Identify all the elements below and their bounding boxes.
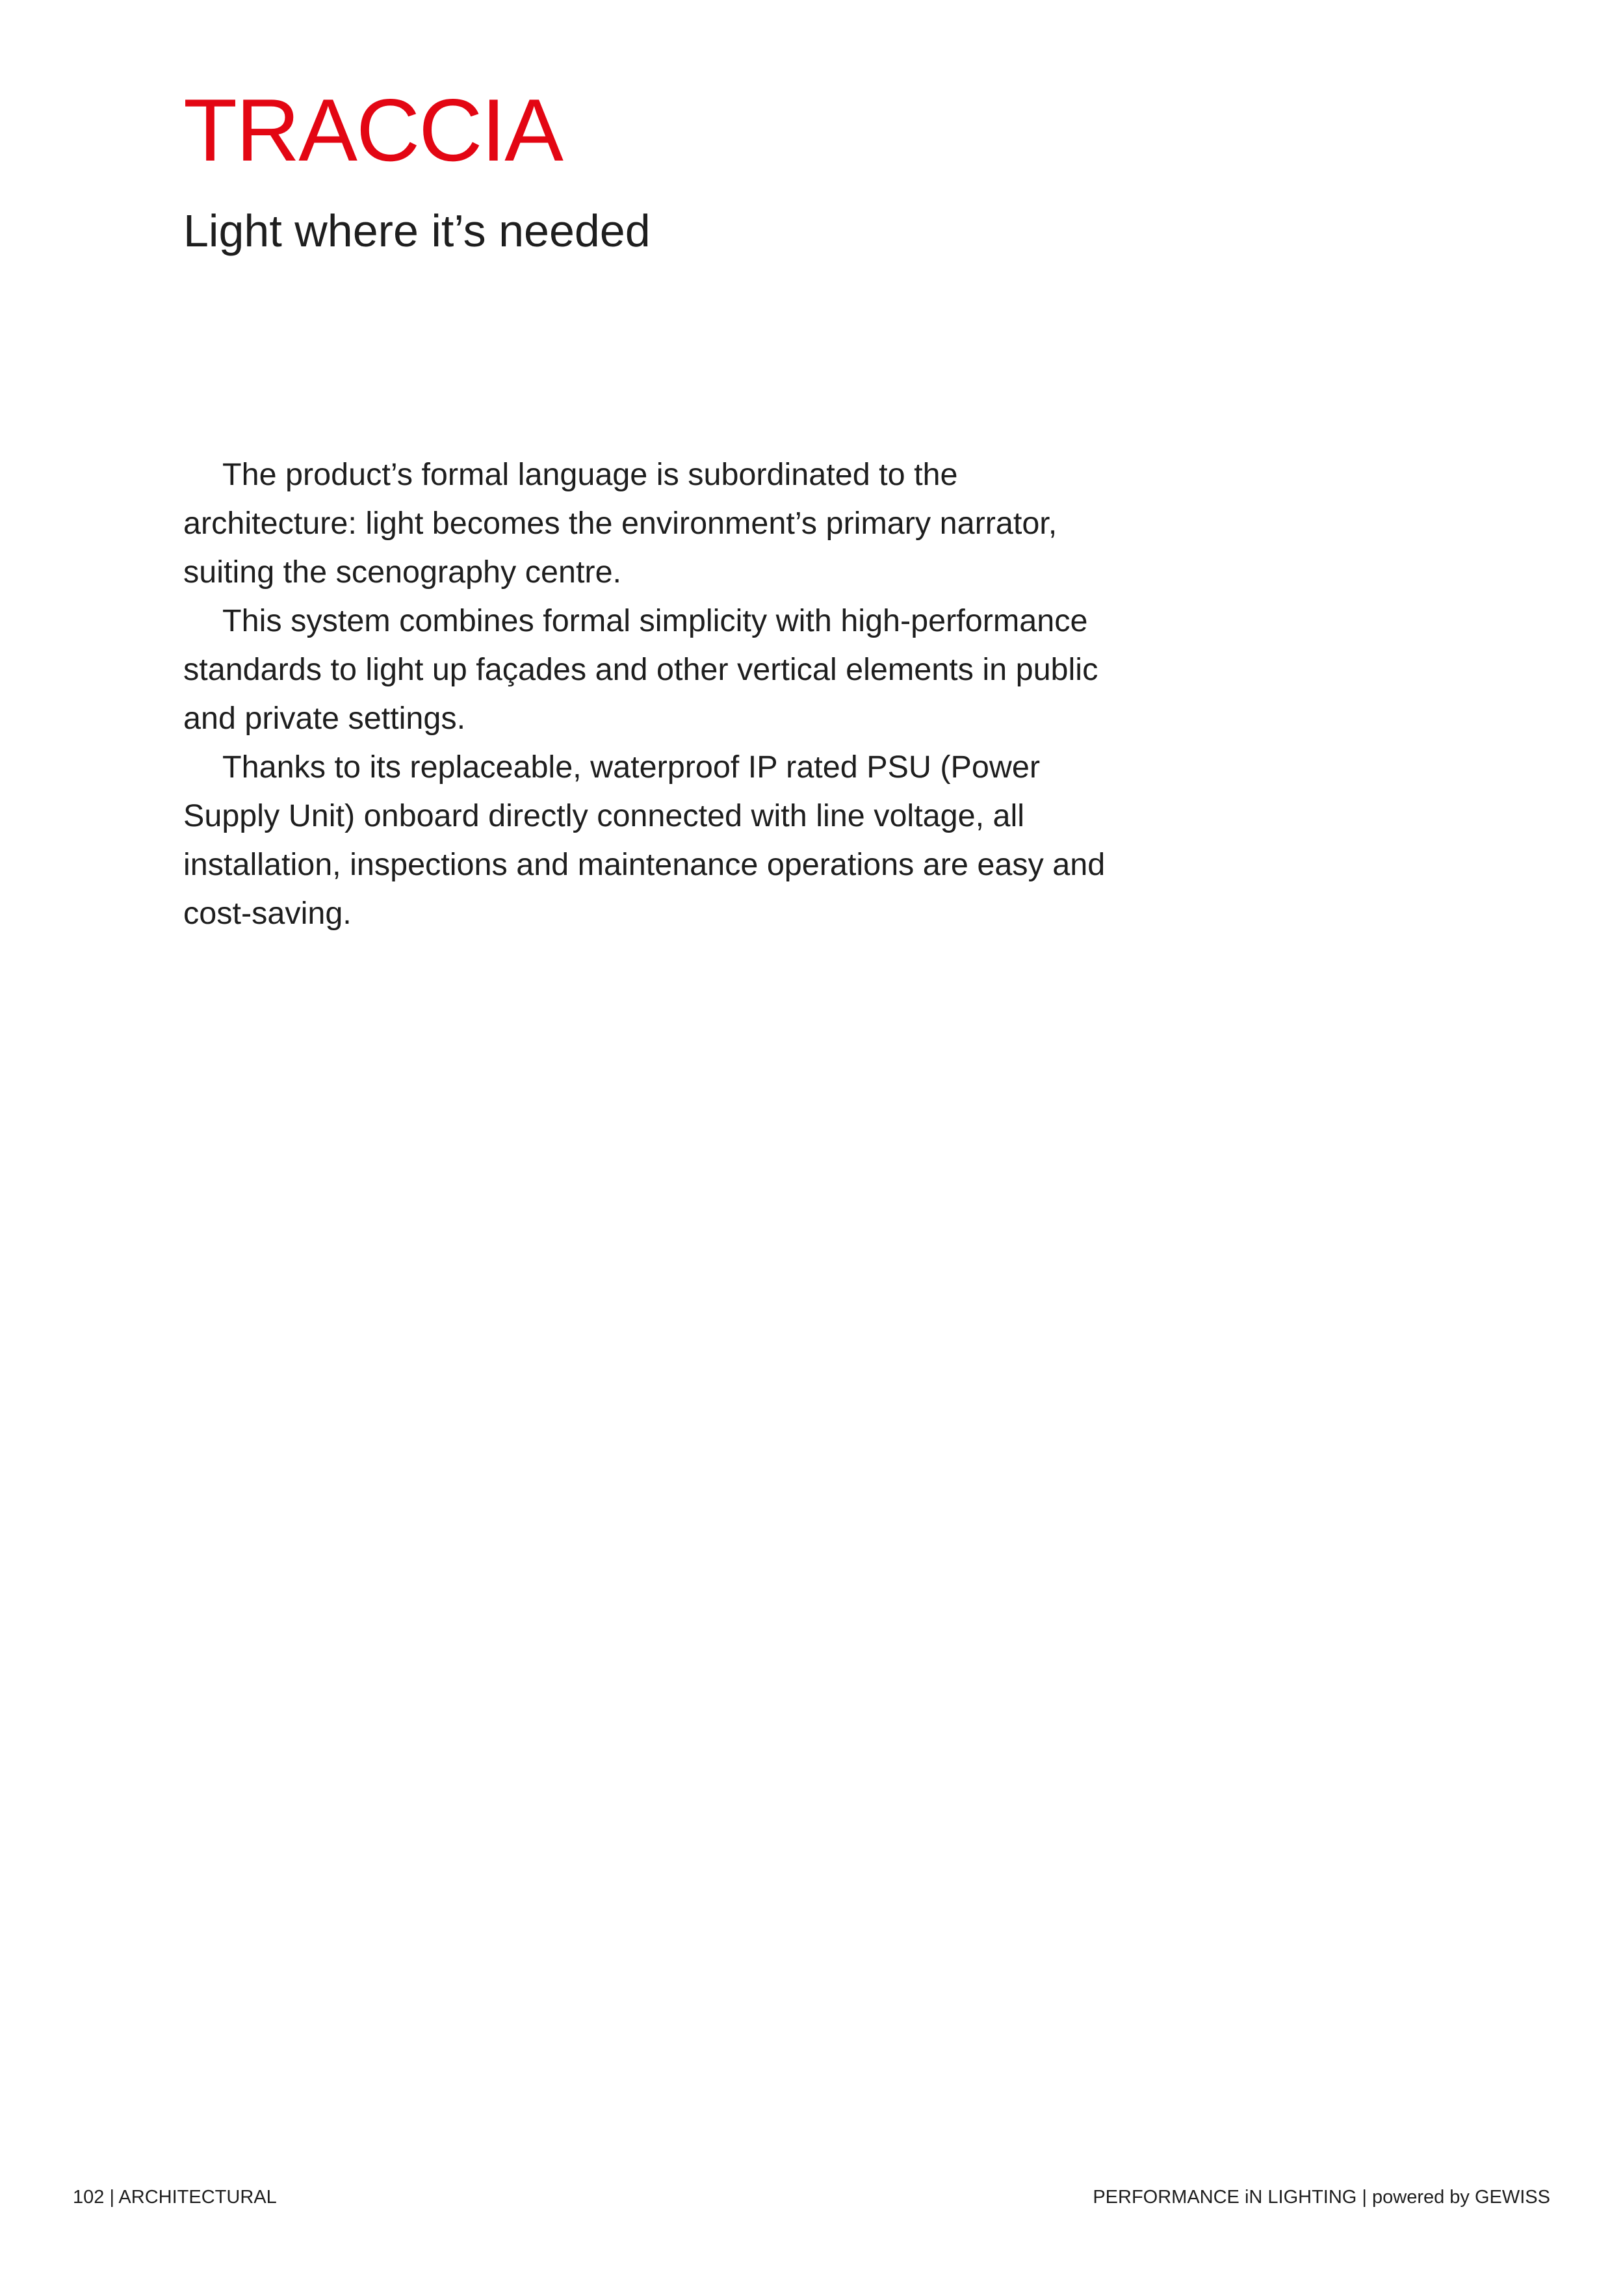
paragraph-1: The product’s formal language is subordinated to the architecture: light becomes the environment’s primary narrator, suiting the scenography centre. [183,457,1058,590]
footer-brand: PERFORMANCE iN LIGHTING | powered by GEWISS [1093,2187,1550,2208]
body-text [183,450,1119,938]
page-subtitle: Light where it’s needed [183,205,651,256]
footer-page-section: 102 | ARCHITECTURAL [73,2187,277,2208]
page-title: TRACCIA [183,81,562,179]
paragraph-2: This system combines formal simplicity with high-performance standards to light up façades and other vertical elements in public and private settings. [183,603,1098,736]
paragraph-3: Thanks to its replaceable, waterproof IP rated PSU (Power Supply Unit) onboard directly connected with line voltage, all installation, inspections and maintenance operations are easy and cost-saving. [183,750,1106,931]
